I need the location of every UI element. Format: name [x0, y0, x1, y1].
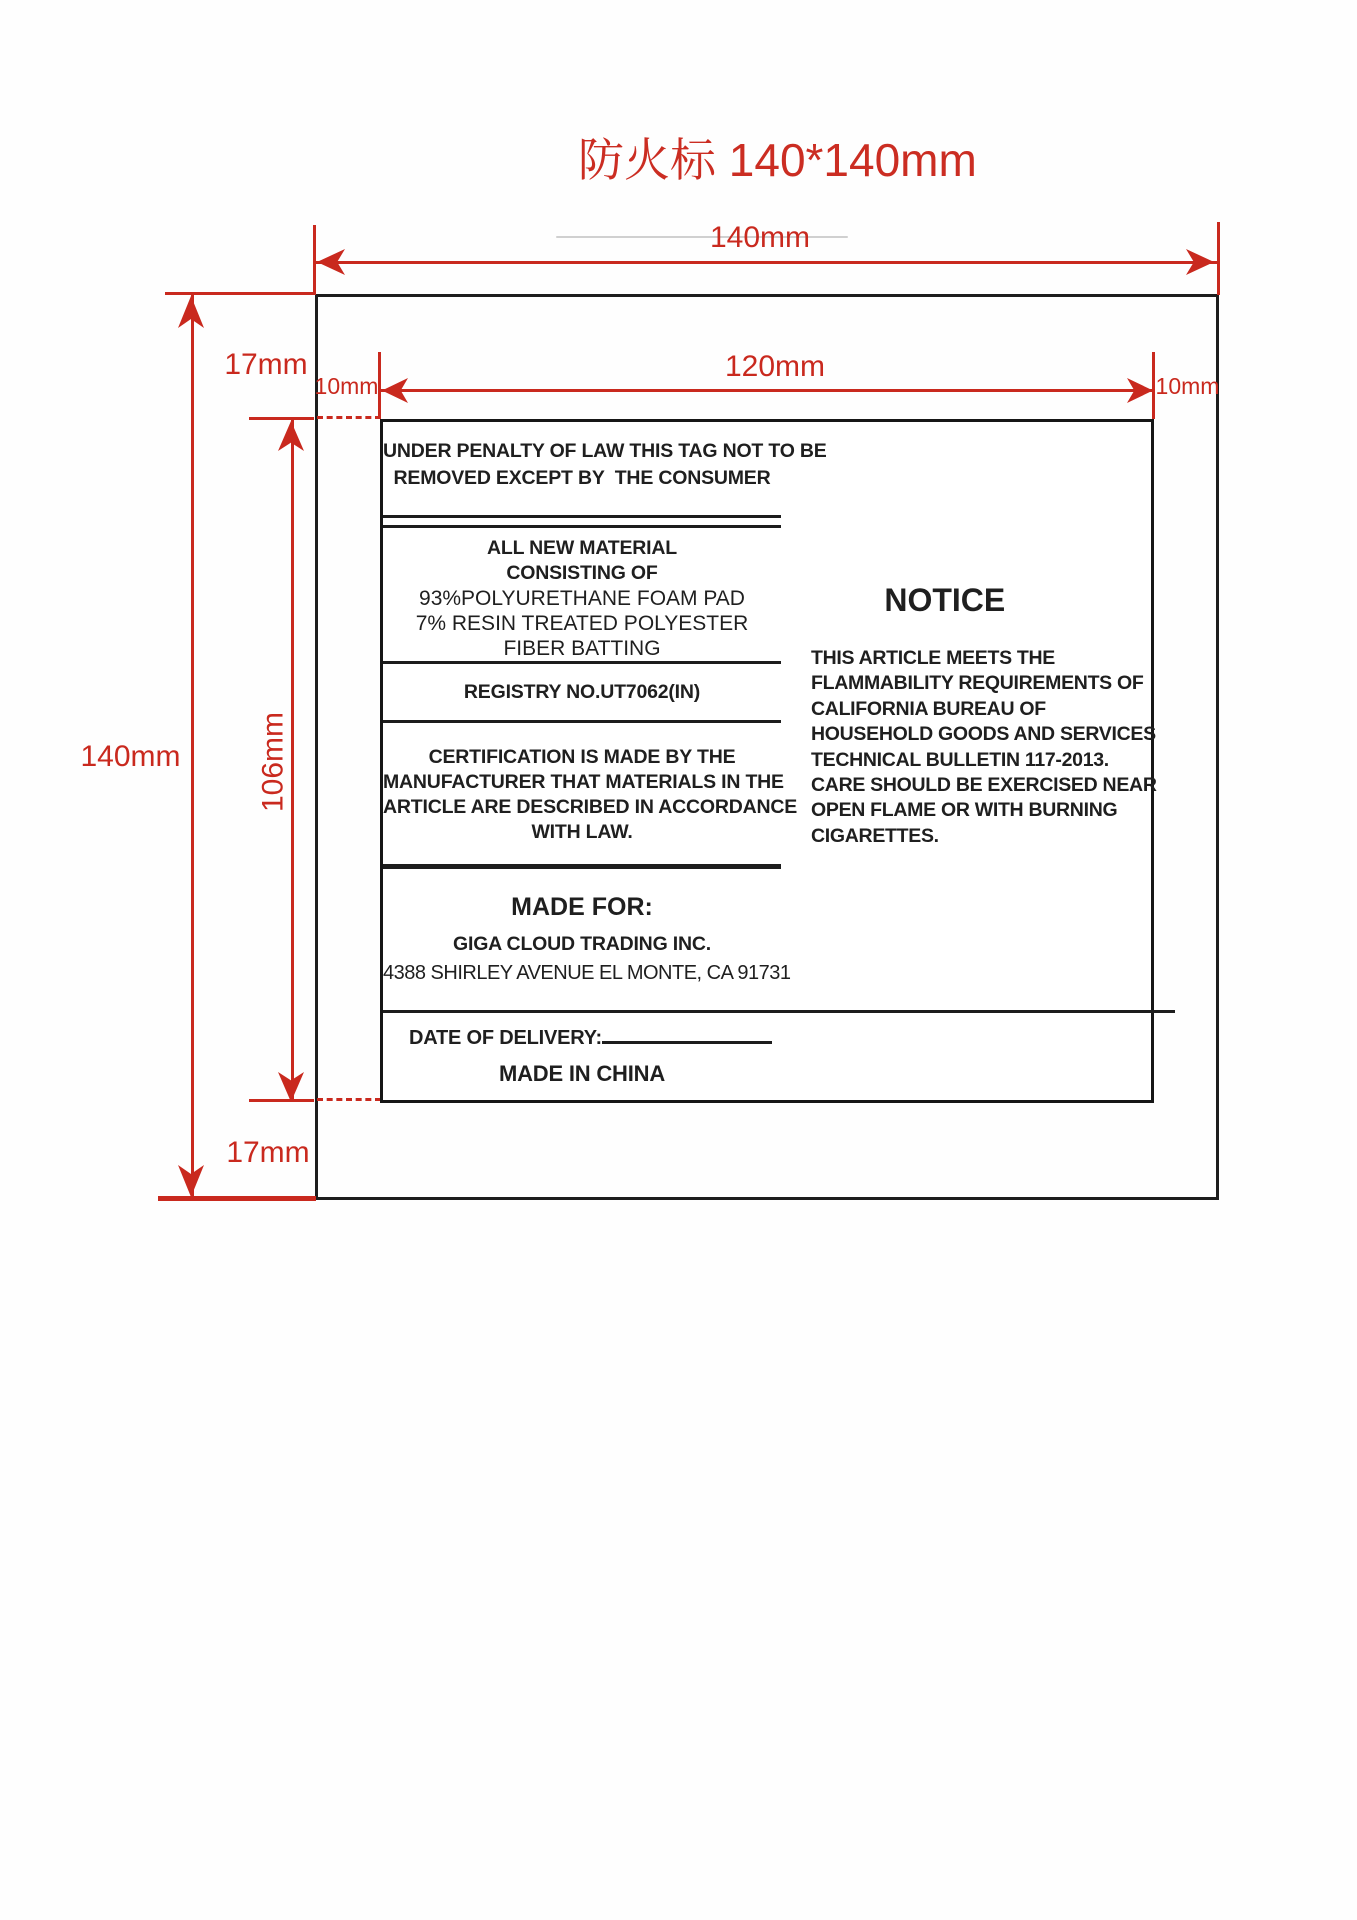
materials-heading: ALL NEW MATERIAL — [487, 537, 677, 559]
label-right-column — [781, 422, 1175, 1100]
made-for-heading: MADE FOR: — [511, 893, 653, 921]
dim-label-top-margin: 17mm — [224, 348, 308, 381]
materials-line: 7% RESIN TREATED POLYESTER — [415, 612, 749, 635]
notice-line: CIGARETTES. — [811, 824, 939, 847]
notice-body — [811, 646, 1157, 849]
certification-line: CERTIFICATION IS MADE BY THE — [428, 746, 736, 768]
dim-tick — [158, 1196, 316, 1201]
company-name: GIGA CLOUD TRADING INC. — [453, 933, 711, 955]
certification-line: ARTICLE ARE DESCRIBED IN ACCORDANCE — [383, 796, 798, 818]
notice-line: THIS ARTICLE MEETS THE — [811, 647, 1056, 669]
label-body — [380, 419, 1157, 1103]
dim-label-inner-height: 106mm — [256, 711, 290, 813]
registry-section — [383, 664, 781, 723]
certification-section — [383, 723, 798, 869]
dim-line-top-width — [316, 261, 1217, 264]
registry-number: REGISTRY NO.UT7062(IN) — [463, 681, 701, 703]
dim-label-right-margin: 10mm — [1155, 373, 1220, 399]
notice-line: OPEN FLAME OR WITH BURNING — [811, 799, 1118, 822]
empty-bottom-cell — [781, 1013, 1175, 1100]
dim-tick — [249, 1099, 314, 1102]
label-left-column — [383, 422, 827, 1100]
penalty-line: UNDER PENALTY OF LAW THIS TAG NOT TO BE — [383, 440, 827, 462]
dim-tick — [165, 292, 315, 295]
certification-line: MANUFACTURER THAT MATERIALS IN THE — [383, 771, 784, 793]
dim-tick — [249, 417, 314, 420]
made-for-section — [383, 869, 791, 1013]
penalty-line: REMOVED EXCEPT BY THE CONSUMER — [393, 467, 771, 489]
materials-line: FIBER BATTING — [503, 637, 661, 660]
notice-section — [781, 422, 1175, 1013]
materials-section — [383, 525, 781, 664]
dim-tick-dashed — [317, 416, 381, 419]
date-of-delivery-label: DATE OF DELIVERY: — [409, 1027, 602, 1049]
date-of-delivery-row — [383, 1025, 781, 1051]
notice-line: CARE SHOULD BE EXERCISED NEAR — [811, 774, 1157, 797]
materials-line: 93%POLYURETHANE FOAM PAD — [419, 587, 745, 610]
delivery-date-blank — [602, 1026, 772, 1044]
notice-line: FLAMMABILITY REQUIREMENTS OF — [811, 672, 1144, 695]
delivery-section — [383, 1013, 781, 1100]
company-address: 4388 SHIRLEY AVENUE EL MONTE, CA 91731 — [383, 962, 791, 984]
dim-tick-dashed — [317, 1098, 381, 1101]
notice-line: CALIFORNIA BUREAU OF — [811, 697, 1046, 720]
notice-line: HOUSEHOLD GOODS AND SERVICES — [811, 723, 1156, 746]
materials-heading: CONSISTING OF — [506, 562, 658, 584]
dim-tick — [313, 225, 316, 295]
dim-line-inner-height — [291, 420, 294, 1102]
dim-tick — [1217, 222, 1220, 295]
dim-label-inner-width: 120mm — [724, 350, 826, 383]
dim-label-bottom-margin: 17mm — [226, 1136, 310, 1169]
notice-line: TECHNICAL BULLETIN 117-2013. — [811, 748, 1109, 771]
certification-line: WITH LAW. — [531, 821, 633, 843]
dim-label-left-margin: 10mm — [314, 373, 379, 399]
page-title: 防火标 140*140mm — [578, 134, 977, 186]
dim-label-outer-height: 140mm — [80, 740, 181, 773]
section-gap — [383, 518, 781, 525]
made-in-china-label: MADE IN CHINA — [498, 1061, 666, 1086]
dim-line-inner-width — [381, 389, 1153, 392]
penalty-section — [383, 422, 827, 518]
dim-label-outer-width: 140mm — [709, 221, 811, 254]
notice-heading: NOTICE — [884, 582, 1006, 618]
